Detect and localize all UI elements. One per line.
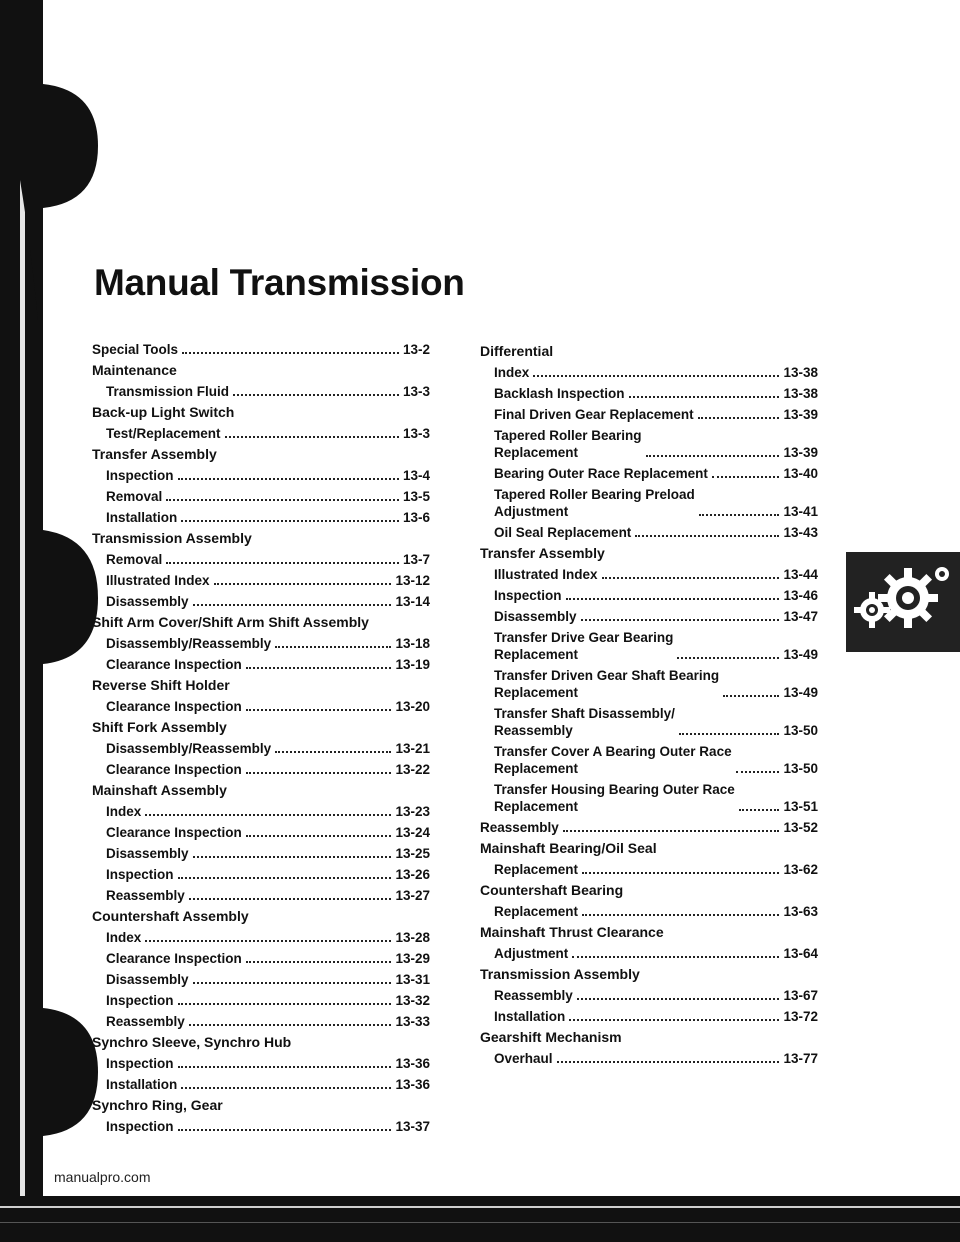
toc-entry-label: Reassembly xyxy=(494,988,573,1003)
dot-leader xyxy=(233,394,399,396)
dot-leader xyxy=(712,476,780,478)
toc-page-number: 13-6 xyxy=(402,510,430,525)
toc-page-number: 13-50 xyxy=(783,761,818,776)
toc-page-number: 13-21 xyxy=(395,741,430,756)
toc-page-number: 13-7 xyxy=(402,552,430,567)
toc-entry-label: Overhaul xyxy=(494,1051,553,1066)
dot-leader xyxy=(581,619,780,621)
toc-entry[interactable] xyxy=(480,945,818,962)
toc-entry-label: Transfer Cover A Bearing Outer Race Replacement xyxy=(494,744,732,776)
toc-entry[interactable] xyxy=(480,629,818,663)
toc-entry-label: Inspection xyxy=(106,867,174,882)
toc-group xyxy=(480,924,818,962)
toc-entry-label: Reassembly xyxy=(106,888,185,903)
toc-group xyxy=(480,840,818,878)
toc-entry-label: Backlash Inspection xyxy=(494,386,625,401)
toc-page-number: 13-51 xyxy=(783,799,818,814)
toc-group xyxy=(480,966,818,1025)
dot-leader xyxy=(572,956,779,958)
dot-leader xyxy=(629,396,780,398)
toc-entry-label: Oil Seal Replacement xyxy=(494,525,632,540)
dot-leader xyxy=(178,1003,392,1005)
toc-group-title: Countershaft Assembly xyxy=(92,908,249,924)
dot-leader xyxy=(602,577,780,579)
toc-entry-label: Disassembly xyxy=(106,972,189,987)
dot-leader xyxy=(193,856,392,858)
section-tab xyxy=(846,552,960,652)
toc-entry[interactable] xyxy=(480,903,818,920)
dot-leader xyxy=(577,998,780,1000)
toc-group xyxy=(92,614,430,673)
toc-entry[interactable] xyxy=(480,861,818,878)
dot-leader xyxy=(178,1129,392,1131)
toc-entry-label: Clearance Inspection xyxy=(106,951,242,966)
toc-group-title: Countershaft Bearing xyxy=(480,882,624,898)
toc-entry-label: Transmission Fluid xyxy=(106,384,230,399)
dot-leader xyxy=(246,961,392,963)
dot-leader xyxy=(275,646,391,648)
toc-entry[interactable] xyxy=(480,1008,818,1025)
toc-entry[interactable] xyxy=(92,341,430,358)
dot-leader xyxy=(699,514,780,516)
toc-page-number: 13-46 xyxy=(783,588,818,603)
toc-entry[interactable] xyxy=(480,781,818,815)
toc-entry-label: Transfer Housing Bearing Outer Race Replacement xyxy=(494,782,735,814)
toc-entry-label: Clearance Inspection xyxy=(106,699,242,714)
dot-leader xyxy=(635,535,779,537)
toc-group-title: Transfer Assembly xyxy=(92,446,217,462)
toc-entry-label: Final Driven Gear Replacement xyxy=(494,407,694,422)
toc-entry-label: Tapered Roller Bearing Replacement xyxy=(494,428,642,460)
dot-leader xyxy=(646,455,780,457)
toc-entry[interactable] xyxy=(480,465,818,482)
toc-entry-label: Clearance Inspection xyxy=(106,657,242,672)
toc-entry[interactable] xyxy=(92,887,430,904)
toc-page-number: 13-39 xyxy=(783,407,818,422)
toc-page-number: 13-47 xyxy=(783,609,818,624)
dot-leader xyxy=(181,520,399,522)
toc-entry[interactable] xyxy=(480,1050,818,1067)
toc-entry-label: Disassembly xyxy=(106,846,189,861)
toc-page-number: 13-26 xyxy=(395,867,430,882)
toc-entry-label: Test/Replacement xyxy=(106,426,221,441)
toc-page-number: 13-3 xyxy=(402,426,430,441)
toc-entry[interactable] xyxy=(480,587,818,604)
toc-group-title: Transmission Assembly xyxy=(92,530,252,546)
toc-entry-label: Transfer Shaft Disassembly/ Reassembly xyxy=(494,706,675,738)
toc-page-number: 13-14 xyxy=(395,594,430,609)
dot-leader xyxy=(582,914,779,916)
gears-icon xyxy=(846,552,960,652)
toc-group-title: Shift Fork Assembly xyxy=(92,719,227,735)
dot-leader xyxy=(214,583,392,585)
toc-group xyxy=(480,882,818,920)
toc-page-number: 13-5 xyxy=(402,489,430,504)
dot-leader xyxy=(533,375,779,377)
toc-entry[interactable] xyxy=(92,551,430,568)
toc-group-title: Back-up Light Switch xyxy=(92,404,235,420)
toc-entry-label: Inspection xyxy=(106,993,174,1008)
toc-entry[interactable] xyxy=(92,929,430,946)
toc-entry-label: Illustrated Index xyxy=(494,567,598,582)
toc-entry[interactable] xyxy=(92,425,430,442)
toc-page-number: 13-18 xyxy=(395,636,430,651)
toc-entry[interactable] xyxy=(480,743,818,777)
dot-leader xyxy=(736,771,780,773)
toc-entry-label: Clearance Inspection xyxy=(106,762,242,777)
toc-page-number: 13-39 xyxy=(783,445,818,460)
toc-entry[interactable] xyxy=(92,509,430,526)
dot-leader xyxy=(193,982,392,984)
toc-entry-label: Replacement xyxy=(494,862,579,877)
toc-page-number: 13-40 xyxy=(783,466,818,481)
dot-leader xyxy=(166,499,399,501)
toc-entry[interactable] xyxy=(92,971,430,988)
dot-leader xyxy=(246,709,392,711)
dot-leader xyxy=(225,436,399,438)
toc-group-title: Differential xyxy=(480,343,554,359)
toc-entry-label: Inspection xyxy=(494,588,562,603)
toc-page-number: 13-44 xyxy=(783,567,818,582)
toc-page-number: 13-12 xyxy=(395,573,430,588)
toc-page-number: 13-2 xyxy=(402,342,430,357)
toc-entry-label: Disassembly xyxy=(494,609,577,624)
dot-leader xyxy=(582,872,779,874)
toc-group xyxy=(92,404,430,442)
toc-entry[interactable] xyxy=(92,992,430,1009)
dot-leader xyxy=(193,604,392,606)
toc-entry[interactable] xyxy=(92,656,430,673)
toc-entry[interactable] xyxy=(92,572,430,589)
toc-page-number: 13-37 xyxy=(395,1119,430,1134)
dot-leader xyxy=(178,877,392,879)
toc-entry[interactable] xyxy=(92,1013,430,1030)
dot-leader xyxy=(563,830,780,832)
toc-group xyxy=(480,545,818,836)
toc-right-column xyxy=(480,343,818,1071)
toc-entry-label: Disassembly/Reassembly xyxy=(106,741,272,756)
toc-entry[interactable] xyxy=(92,866,430,883)
toc-entry-label: Inspection xyxy=(106,1056,174,1071)
toc-entry[interactable] xyxy=(92,1076,430,1093)
toc-entry-label: Index xyxy=(494,365,530,380)
toc-entry[interactable] xyxy=(92,803,430,820)
dot-leader xyxy=(145,814,391,816)
toc-entry-label: Transfer Drive Gear Bearing Replacement xyxy=(494,630,674,662)
toc-entry-label: Reassembly xyxy=(106,1014,185,1029)
dot-leader xyxy=(189,898,392,900)
toc-page-number: 13-49 xyxy=(783,685,818,700)
toc-entry[interactable] xyxy=(480,667,818,701)
toc-entry[interactable] xyxy=(480,524,818,541)
toc-group-title: Mainshaft Assembly xyxy=(92,782,227,798)
toc-page-number: 13-49 xyxy=(783,647,818,662)
toc-entry[interactable] xyxy=(480,566,818,583)
toc-page-number: 13-31 xyxy=(395,972,430,987)
toc-group-title: Shift Arm Cover/Shift Arm Shift Assembly xyxy=(92,614,369,630)
dot-leader xyxy=(145,940,391,942)
toc-page-number: 13-22 xyxy=(395,762,430,777)
toc-group-title: Synchro Ring, Gear xyxy=(92,1097,223,1113)
toc-entry-label: Inspection xyxy=(106,468,174,483)
dot-leader xyxy=(698,417,780,419)
toc-entry[interactable] xyxy=(480,385,818,402)
dot-leader xyxy=(189,1024,392,1026)
toc-group xyxy=(92,1097,430,1135)
toc-group-title: Synchro Sleeve, Synchro Hub xyxy=(92,1034,292,1050)
toc-entry-label: Bearing Outer Race Replacement xyxy=(494,466,708,481)
toc-entry[interactable] xyxy=(480,705,818,739)
toc-entry-label: Clearance Inspection xyxy=(106,825,242,840)
toc-page-number: 13-62 xyxy=(783,862,818,877)
page-title: Manual Transmission xyxy=(94,262,465,303)
toc-entry-label: Inspection xyxy=(106,1119,174,1134)
toc-entry[interactable] xyxy=(480,819,818,836)
dot-leader xyxy=(181,1087,391,1089)
toc-entry-label: Adjustment xyxy=(494,946,569,961)
toc-entry-label: Installation xyxy=(106,510,178,525)
toc-group-title: Gearshift Mechanism xyxy=(480,1029,622,1045)
toc-page-number: 13-33 xyxy=(395,1014,430,1029)
toc-page-number: 13-38 xyxy=(783,365,818,380)
toc-group-title: Reverse Shift Holder xyxy=(92,677,230,693)
dot-leader xyxy=(178,1066,392,1068)
toc-group xyxy=(92,677,430,715)
dot-leader xyxy=(246,667,392,669)
dot-leader xyxy=(166,562,399,564)
dot-leader xyxy=(246,772,392,774)
toc-page-number: 13-50 xyxy=(783,723,818,738)
toc-entry-label: Disassembly xyxy=(106,594,189,609)
dot-leader xyxy=(679,733,780,735)
toc-entry[interactable] xyxy=(92,824,430,841)
toc-page-number: 13-3 xyxy=(402,384,430,399)
toc-entry[interactable] xyxy=(480,406,818,423)
toc-entry[interactable] xyxy=(92,488,430,505)
toc-group xyxy=(92,908,430,1030)
toc-page-number: 13-24 xyxy=(395,825,430,840)
toc-group xyxy=(92,530,430,610)
toc-entry[interactable] xyxy=(92,698,430,715)
dot-leader xyxy=(246,835,392,837)
toc-page-number: 13-23 xyxy=(395,804,430,819)
toc-group-title: Transfer Assembly xyxy=(480,545,605,561)
toc-entry[interactable] xyxy=(92,1118,430,1135)
toc-page-number: 13-29 xyxy=(395,951,430,966)
toc-group xyxy=(480,343,818,541)
dot-leader xyxy=(178,478,399,480)
toc-page-number: 13-67 xyxy=(783,988,818,1003)
toc-page-number: 13-43 xyxy=(783,525,818,540)
toc-entry-label: Installation xyxy=(106,1077,178,1092)
toc-entry[interactable] xyxy=(92,635,430,652)
toc-page-number: 13-36 xyxy=(395,1077,430,1092)
toc-entry[interactable] xyxy=(480,608,818,625)
toc-page-number: 13-52 xyxy=(783,820,818,835)
toc-entry[interactable] xyxy=(92,761,430,778)
toc-group-title: Mainshaft Bearing/Oil Seal xyxy=(480,840,657,856)
dot-leader xyxy=(723,695,779,697)
toc-entry-label: Removal xyxy=(106,552,163,567)
toc-entry-label: Transfer Driven Gear Shaft Bearing Replacement xyxy=(494,668,720,700)
toc-entry-label: Illustrated Index xyxy=(106,573,210,588)
toc-page-number: 13-36 xyxy=(395,1056,430,1071)
toc-entry-label: Removal xyxy=(106,489,163,504)
toc-group xyxy=(92,1034,430,1093)
toc-entry-label: Index xyxy=(106,804,142,819)
toc-entry-label: Replacement xyxy=(494,904,579,919)
toc-entry-label: Reassembly xyxy=(480,820,559,835)
toc-group-title: Maintenance xyxy=(92,362,177,378)
toc-group xyxy=(92,362,430,400)
toc-entry-label: Special Tools xyxy=(92,342,179,357)
toc-entry[interactable] xyxy=(480,364,818,381)
toc-page-number: 13-38 xyxy=(783,386,818,401)
toc-entry[interactable] xyxy=(92,845,430,862)
toc-entry-label: Index xyxy=(106,930,142,945)
toc-entry[interactable] xyxy=(92,467,430,484)
toc-entry[interactable] xyxy=(480,486,818,520)
toc-entry-label: Disassembly/Reassembly xyxy=(106,636,272,651)
toc-page-number: 13-63 xyxy=(783,904,818,919)
toc-group xyxy=(92,782,430,904)
toc-entry[interactable] xyxy=(480,427,818,461)
toc-page-number: 13-19 xyxy=(395,657,430,672)
toc-page-number: 13-4 xyxy=(402,468,430,483)
toc-entry-label: Tapered Roller Bearing Preload Adjustment xyxy=(494,487,695,519)
toc-page-number: 13-41 xyxy=(783,504,818,519)
toc-left-column xyxy=(92,341,430,1139)
toc-entry[interactable] xyxy=(92,593,430,610)
toc-group-title: Transmission Assembly xyxy=(480,966,640,982)
toc-group-title: Mainshaft Thrust Clearance xyxy=(480,924,664,940)
toc-entry[interactable] xyxy=(480,987,818,1004)
toc-page-number: 13-25 xyxy=(395,846,430,861)
toc-group xyxy=(92,719,430,778)
toc-page-number: 13-77 xyxy=(783,1051,818,1066)
toc-entry-label: Installation xyxy=(494,1009,566,1024)
toc-page-number: 13-27 xyxy=(395,888,430,903)
toc-page-number: 13-20 xyxy=(395,699,430,714)
toc-page-number: 13-32 xyxy=(395,993,430,1008)
dot-leader xyxy=(569,1019,779,1021)
dot-leader xyxy=(677,657,779,659)
toc-entry[interactable] xyxy=(92,950,430,967)
toc-page-number: 13-64 xyxy=(783,946,818,961)
toc-page-number: 13-28 xyxy=(395,930,430,945)
toc-entry[interactable] xyxy=(92,383,430,400)
dot-leader xyxy=(275,751,391,753)
toc-entry[interactable] xyxy=(92,1055,430,1072)
toc-group xyxy=(92,341,430,358)
dot-leader xyxy=(182,352,399,354)
dot-leader xyxy=(566,598,780,600)
toc-group xyxy=(92,446,430,526)
watermark: manualpro.com xyxy=(54,1169,151,1185)
dot-leader xyxy=(557,1061,780,1063)
toc-page-number: 13-72 xyxy=(783,1009,818,1024)
toc-group xyxy=(480,1029,818,1067)
toc-entry[interactable] xyxy=(92,740,430,757)
dot-leader xyxy=(739,809,780,811)
